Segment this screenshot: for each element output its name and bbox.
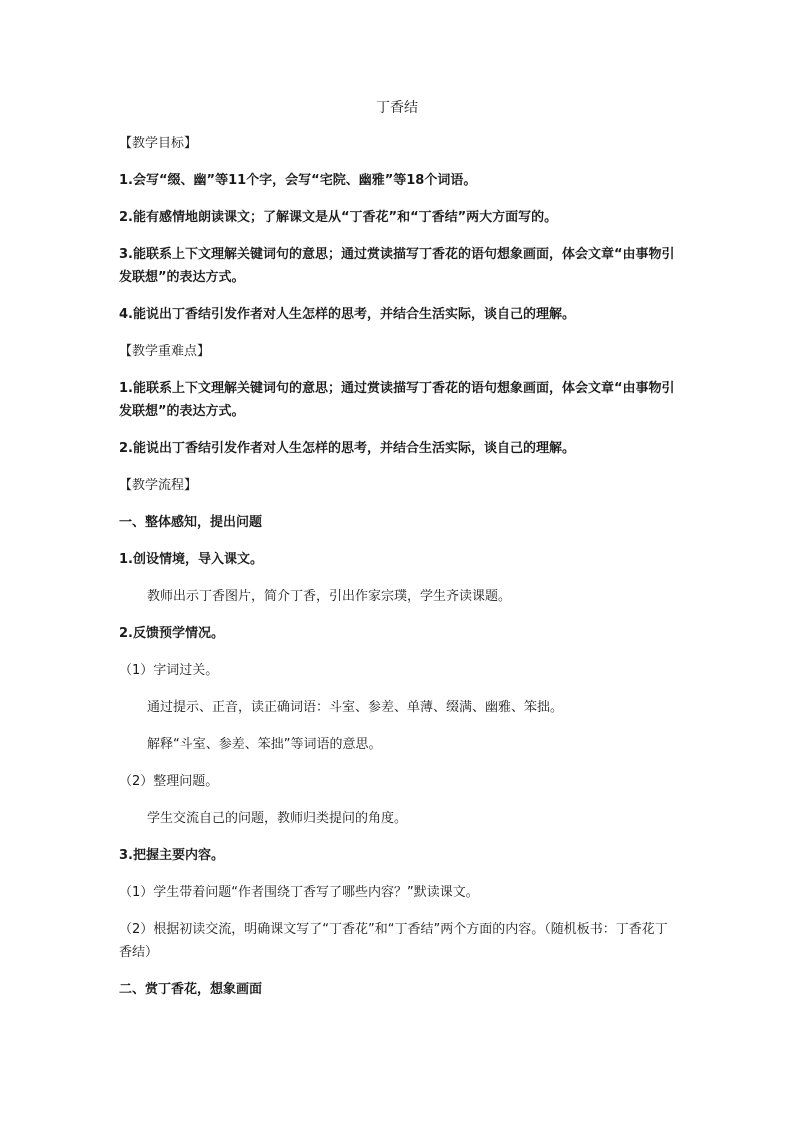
goal-item-4: 4.能说出丁香结引发作者对人生怎样的思考，并结合生活实际，谈自己的理解。 — [119, 307, 575, 322]
section-heading-key-points: 【教学重难点】 — [119, 344, 211, 359]
step-2: 2.反馈预学情况。 — [119, 626, 224, 641]
goal-item-1: 1.会写“缀、幽”等11个字，会写“宅院、幽雅”等18个词语。 — [119, 173, 477, 188]
step-1-detail: 教师出示丁香图片，简介丁香，引出作家宗璞，学生齐读课题。 — [147, 589, 512, 604]
key-point-2: 2.能说出丁香结引发作者对人生怎样的思考，并结合生活实际，谈自己的理解。 — [119, 441, 575, 456]
step-3-sub-1: （1）学生带着问题“作者围绕丁香写了哪些内容？”默读课文。 — [119, 885, 479, 900]
section-heading-flow: 【教学流程】 — [119, 478, 198, 493]
step-2-sub-1: （1）字词过关。 — [119, 663, 219, 678]
step-2-sub-1-detail-2: 解释“斗室、参差、笨拙”等词语的意思。 — [147, 737, 382, 752]
document-title: 丁香结 — [376, 100, 418, 116]
section-heading-goals: 【教学目标】 — [119, 136, 198, 151]
part-1-title: 一、整体感知，提出问题 — [119, 515, 263, 530]
step-2-sub-2-detail: 学生交流自己的问题，教师归类提问的角度。 — [147, 811, 408, 826]
step-3: 3.把握主要内容。 — [119, 848, 224, 863]
step-3-sub-2: （2）根据初读交流，明确课文写了“丁香花”和“丁香结”两个方面的内容。（随机板书：丁香花丁香结） — [119, 922, 668, 960]
document-body — [119, 132, 679, 1001]
part-2-title: 二、赏丁香花，想象画面 — [119, 982, 263, 997]
step-1: 1.创设情境，导入课文。 — [119, 552, 263, 567]
step-2-sub-2: （2）整理问题。 — [119, 774, 219, 789]
goal-item-2: 2.能有感情地朗读课文；了解课文是从“丁香花”和“丁香结”两大方面写的。 — [119, 210, 558, 225]
key-point-1: 1.能联系上下文理解关键词句的意思；通过赏读描写丁香花的语句想象画面，体会文章“由事物引发联想”的表达方式。 — [119, 381, 675, 419]
goal-item-3: 3.能联系上下文理解关键词句的意思；通过赏读描写丁香花的语句想象画面，体会文章“由事物引发联想”的表达方式。 — [119, 247, 675, 285]
step-2-sub-1-detail-1: 通过提示、正音，读正确词语：斗室、参差、单薄、缀满、幽雅、笨拙。 — [147, 700, 564, 715]
